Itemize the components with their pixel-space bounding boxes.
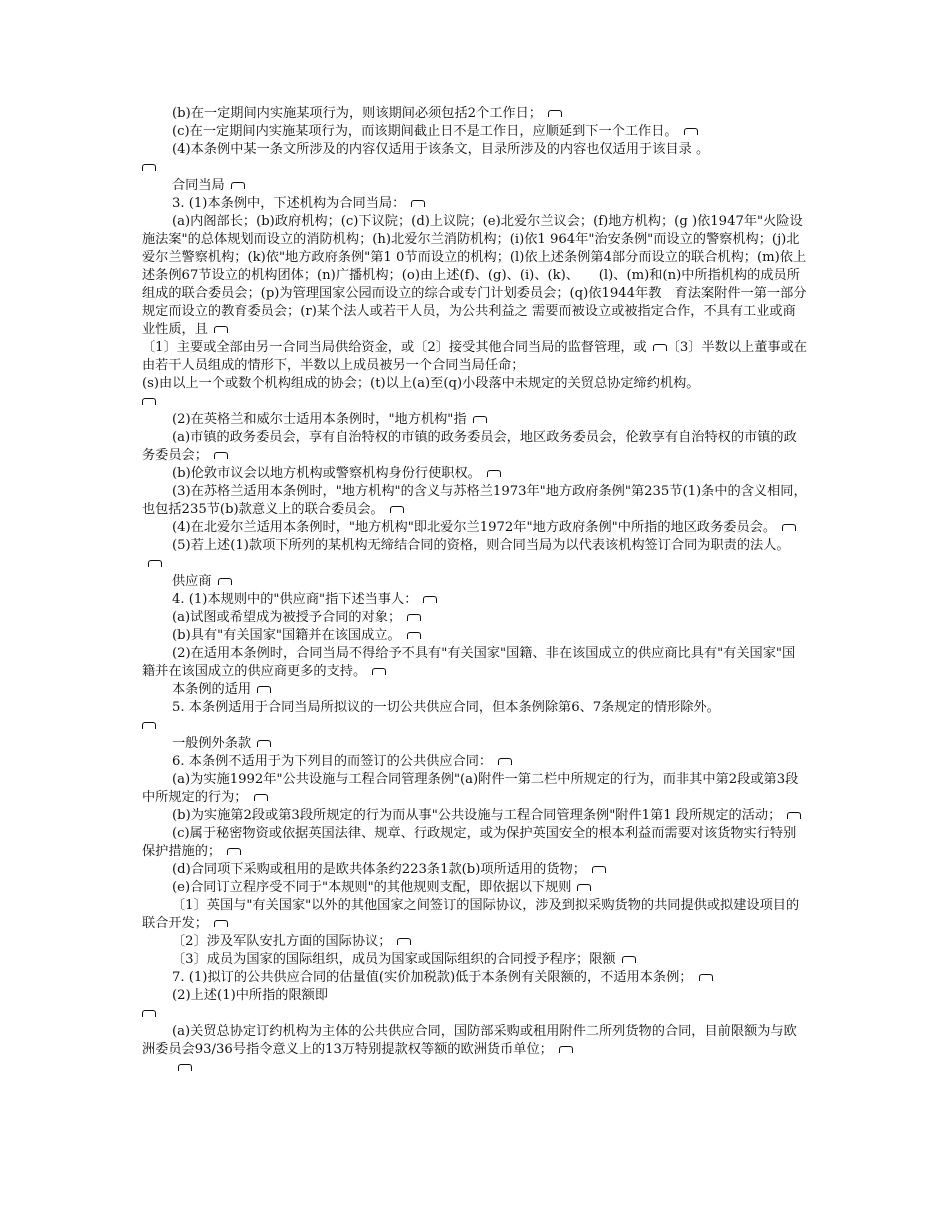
return-mark-icon [231,182,245,189]
return-mark-icon [372,668,386,675]
return-mark-icon [559,1046,573,1053]
paragraph: (a)为实施1992年"公共设施与工程合同管理条例"(a)附件一第二栏中所规定的行为，而非其中第2段或第3段中所规定的行为； [142,772,799,805]
paragraph: (2)上述(1)中所指的限额即 [172,988,329,1003]
return-mark-icon [257,740,271,747]
paragraph: (5)若上述(1)款项下所列的某机构无缔结合同的资格，则合同当局为以代表该机构签订合同为职责的法人。 [142,537,807,573]
return-mark-icon [653,344,667,351]
return-mark-icon [142,722,156,729]
return-mark-icon [214,920,228,927]
section-heading: 供应商 [142,573,807,591]
return-mark-icon [214,452,228,459]
return-mark-icon [622,956,636,963]
return-mark-icon [142,164,156,171]
paragraph: 3. (1)本条例中，下述机构为合同当局： [142,195,807,213]
return-mark-icon [548,110,562,117]
paragraph: 〔1〕主要或全部由另一合同当局供给资金，或〔2〕接受其他合同当局的监督管理，或 〔3〕半数以上董事或在由若干人员组成的情形下，半数以上成员被另一个合同当局任命； [142,340,807,373]
paragraph: (a)试图或希望成为被授予合同的对象； [142,609,807,627]
return-mark-icon [397,938,411,945]
return-mark-icon [423,596,437,603]
return-mark-icon [473,416,487,423]
paragraph: (b)具有"有关国家"国籍并在该国成立。 [142,627,807,645]
return-mark-icon [577,884,591,891]
return-mark-icon [218,578,232,585]
return-mark-icon [142,398,156,405]
return-mark-icon [148,560,162,567]
return-mark-icon [592,866,606,873]
paragraph: (d)合同项下采购或租用的是欧共体条约223条1款(b)项所适用的货物； [142,861,807,879]
paragraph: 〔3〕成员为国家的国际组织，成员为国家或国际组织的合同授予程序；限额 [142,951,807,969]
paragraph: (2)在适用本条例时，合同当局不得给予不具有"有关国家"国籍、非在该国成立的供应商比具有"有关国家"国籍并在该国成立的供应商更多的支持。 [142,646,796,679]
paragraph-mark-line [142,717,807,735]
return-mark-icon [684,128,698,135]
section-heading: 一般例外条款 [142,735,807,753]
section-heading: 本条例的适用 [142,681,807,699]
paragraph: (a)内阁部长；(b)政府机构；(c)下议院；(d)上议院；(e)北爱尔兰议会；(f)地方机构；(g )依1947年"火险设施法案"的总体规划而设立的消防机构；(h)北爱尔兰消防机构；(i)依1 964年"治安条例"而设立的警察机构；(j)北爱尔兰警察机构；(k)依"地方政府条例"第1 0节而设立的机构；(l)依上述条例第4部分而设立的联合机构；(m)依上述条例67节设立的机构团体；(n)广播机构；(o)由上述(f)、(g)、(i)、(k)、 (l)、(m)和(n)中所指机构的成员所组成的联合委员会；(p)为管理国家公园而设立的综合或专门计划委员会；(q)依1944年教 育法案附件一第一部分规定而设立的教育委员会；(r)某个法人或若干人员，为公共利益之 需要而被设立或被指定合作，不具有工业或商业性质，且 [142,214,807,337]
paragraph: (a)市镇的政务委员会，享有自治特权的市镇的政务委员会，地区政务委员会，伦敦享有自治特权的市镇的政务委员会； [142,430,797,463]
paragraph: (b)在一定期间内实施某项行为，则该期间必须包括2个工作日； [142,105,807,123]
paragraph: (e)合同订立程序受不同于"本规则"的其他规则支配，即依据以下规则 [142,879,807,897]
paragraph-mark-line [142,1005,807,1023]
paragraph: (4)本条例中某一条文所涉及的内容仅适用于该条文，目录所涉及的内容也仅适用于该目录 。 [172,142,710,157]
paragraph: (3)在苏格兰适用本条例时，"地方机构"的含义与苏格兰1973年"地方政府条例"第235节(1)条中的含义相同，也包括235节(b)款意义上的联合委员会。 [142,484,807,517]
return-mark-icon [257,686,271,693]
return-mark-icon [787,812,801,819]
document-body [142,105,807,1077]
return-mark-icon [487,470,501,477]
paragraph: (a)关贸总协定订约机构为主体的公共供应合同，国防部采购或租用附件二所列货物的合同，目前限额为与欧洲委员会93/36号指令意义上的13万特别提款权等额的欧洲货币单位； [142,1024,797,1057]
paragraph-mark-line [142,393,807,411]
paragraph: (b)为实施第2段或第3段所规定的行为而从事"公共设施与工程合同管理条例"附件1第1 段所规定的活动； [142,807,807,825]
paragraph: (c)在一定期间内实施某项行为，而该期间截止日不是工作日，应顺延到下一个工作日。 [142,123,807,141]
paragraph: (s)由以上一个或数个机构组成的协会；(t)以上(a)至(q)小段落中未规定的关贸总协定缔约机构。 [142,376,700,391]
paragraph: 〔1〕英国与"有关国家"以外的其他国家之间签订的国际协议，涉及到拟采购货物的共同提供或拟建设项目的联合开发； [142,898,800,931]
paragraph: 5. 本条例适用于合同当局所拟议的一切公共供应合同，但本条例除第6、7条规定的情形除外。 [172,700,720,715]
return-mark-icon [411,200,425,207]
paragraph [142,1059,807,1077]
paragraph: (2)在英格兰和威尔士适用本条例时，"地方机构"指 [142,411,807,429]
section-heading: 合同当局 [142,177,807,195]
return-mark-icon [227,848,241,855]
return-mark-icon [142,1010,156,1017]
paragraph: (4)在北爱尔兰适用本条例时，"地方机构"即北爱尔兰1972年"地方政府条例"中所指的地区政务委员会。 [142,519,807,537]
return-mark-icon [407,614,421,621]
paragraph: (c)属于秘密物资或依据英国法律、规章、行政规定，或为保护英国安全的根本利益而需要对该货物实行特别保护措施的； [142,826,797,859]
paragraph: (b)伦敦市议会以地方机构或警察机构身份行使职权。 [142,465,807,483]
return-mark-icon [699,974,713,981]
return-mark-icon [214,326,228,333]
paragraph: 〔2〕涉及军队安扎方面的国际协议； [142,933,807,951]
paragraph: 4. (1)本规则中的"供应商"指下述当事人： [142,591,807,609]
paragraph-mark-line [142,159,807,177]
paragraph: 7. (1)拟订的公共供应合同的估量值(实价加税款)低于本条例有关限额的，不适用本条例； [142,969,807,987]
return-mark-icon [782,524,796,531]
return-mark-icon [498,758,512,765]
return-mark-icon [407,632,421,639]
return-mark-icon [254,794,268,801]
return-mark-icon [390,506,404,513]
return-mark-icon [178,1064,192,1071]
paragraph: 6. 本条例不适用于为下列目的而签订的公共供应合同： [142,753,807,771]
